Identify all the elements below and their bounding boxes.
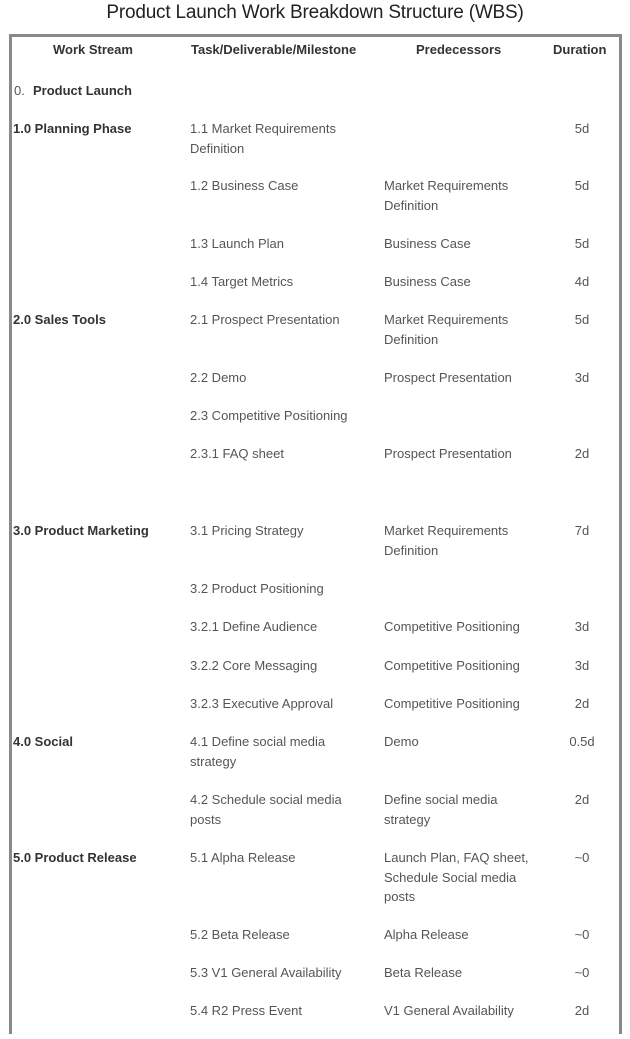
duration-cell: ~0 [574,927,590,942]
predecessors-cell: Beta Release [384,965,463,980]
predecessors-cell: Demo [384,734,419,749]
table-row [0,617,630,655]
duration-cell: 3d [574,658,590,673]
table-row [0,1001,630,1039]
table-row [0,176,630,214]
header-predecessors: Predecessors [416,42,502,57]
predecessors-cell: Competitive Positioning [384,696,520,711]
root-row [0,81,630,119]
duration-cell: 5d [574,236,590,251]
predecessors-cell: V1 General Availability [384,1003,514,1018]
work-stream-cell: 5.0 Product Release [13,850,137,865]
table-row [0,579,630,617]
task-cell: 5.3 V1 General Availability [190,965,342,980]
task-cell: 3.2.1 Define Audience [190,619,318,634]
duration-cell: 0.5d [569,734,595,749]
table-row [0,234,630,272]
task-cell: 4.1 Define social media strategy [190,734,326,769]
root-number: 0. [14,83,25,98]
task-cell: 2.3 Competitive Positioning [190,408,348,423]
table-row [0,848,630,904]
duration-cell: 4d [574,274,590,289]
duration-cell: 2d [574,792,590,807]
task-cell: 2.3.1 FAQ sheet [190,446,284,461]
work-stream-cell: 4.0 Social [13,734,73,749]
task-cell: 5.4 R2 Press Event [190,1003,302,1018]
predecessors-cell: Business Case [384,236,471,251]
duration-cell: 2d [574,696,590,711]
duration-cell: 3d [574,619,590,634]
table-row [0,656,630,694]
duration-cell: 5d [574,178,590,193]
table-row [0,694,630,732]
table-row [0,272,630,310]
duration-cell: ~0 [574,965,590,980]
work-stream-cell: 1.0 Planning Phase [13,121,132,136]
table-row [0,963,630,1001]
table-row [0,732,630,770]
task-cell: 5.2 Beta Release [190,927,290,942]
table-row [0,925,630,963]
table-row [0,790,630,828]
task-cell: 2.2 Demo [190,370,247,385]
header-work-stream: Work Stream [53,42,133,57]
predecessors-cell: Market Requirements Definition [384,178,509,213]
task-cell: 5.1 Alpha Release [190,850,296,865]
work-stream-cell: 3.0 Product Marketing [13,523,149,538]
task-cell: 1.3 Launch Plan [190,236,284,251]
task-cell: 1.2 Business Case [190,178,299,193]
work-stream-cell: 2.0 Sales Tools [13,312,106,327]
predecessors-cell: Market Requirements Definition [384,312,509,347]
predecessors-cell: Launch Plan, FAQ sheet, Schedule Social media posts [384,850,529,904]
predecessors-cell: Prospect Presentation [384,446,512,461]
page-title: Product Launch Work Breakdown Structure (WBS) [106,2,524,23]
predecessors-cell: Competitive Positioning [384,619,520,634]
duration-cell: 2d [574,1003,590,1018]
duration-cell: 5d [574,312,590,327]
table-row [0,119,630,157]
table-row [0,406,630,444]
predecessors-cell: Market Requirements Definition [384,523,509,558]
task-cell: 3.2.3 Executive Approval [190,696,334,711]
duration-cell: 7d [574,523,590,538]
task-cell: 3.2.2 Core Messaging [190,658,318,673]
header-duration: Duration [553,42,607,57]
root-label: Product Launch [33,83,132,98]
task-cell: 3.2 Product Positioning [190,581,324,596]
task-cell: 2.1 Prospect Presentation [190,312,340,327]
task-cell: 3.1 Pricing Strategy [190,523,304,538]
table-row [0,444,630,482]
table-row [0,368,630,406]
duration-cell: ~0 [574,850,590,865]
predecessors-cell: Define social media strategy [384,792,498,827]
duration-cell: 3d [574,370,590,385]
task-cell: 1.1 Market Requirements Definition [190,121,336,156]
table-row [0,310,630,348]
predecessors-cell: Business Case [384,274,471,289]
predecessors-cell: Competitive Positioning [384,658,520,673]
duration-cell: 2d [574,446,590,461]
predecessors-cell: Prospect Presentation [384,370,512,385]
task-cell: 1.4 Target Metrics [190,274,294,289]
duration-cell: 5d [574,121,590,136]
task-cell: 4.2 Schedule social media posts [190,792,342,827]
header-task: Task/Deliverable/Milestone [191,42,357,57]
table-row [0,521,630,559]
predecessors-cell: Alpha Release [384,927,469,942]
